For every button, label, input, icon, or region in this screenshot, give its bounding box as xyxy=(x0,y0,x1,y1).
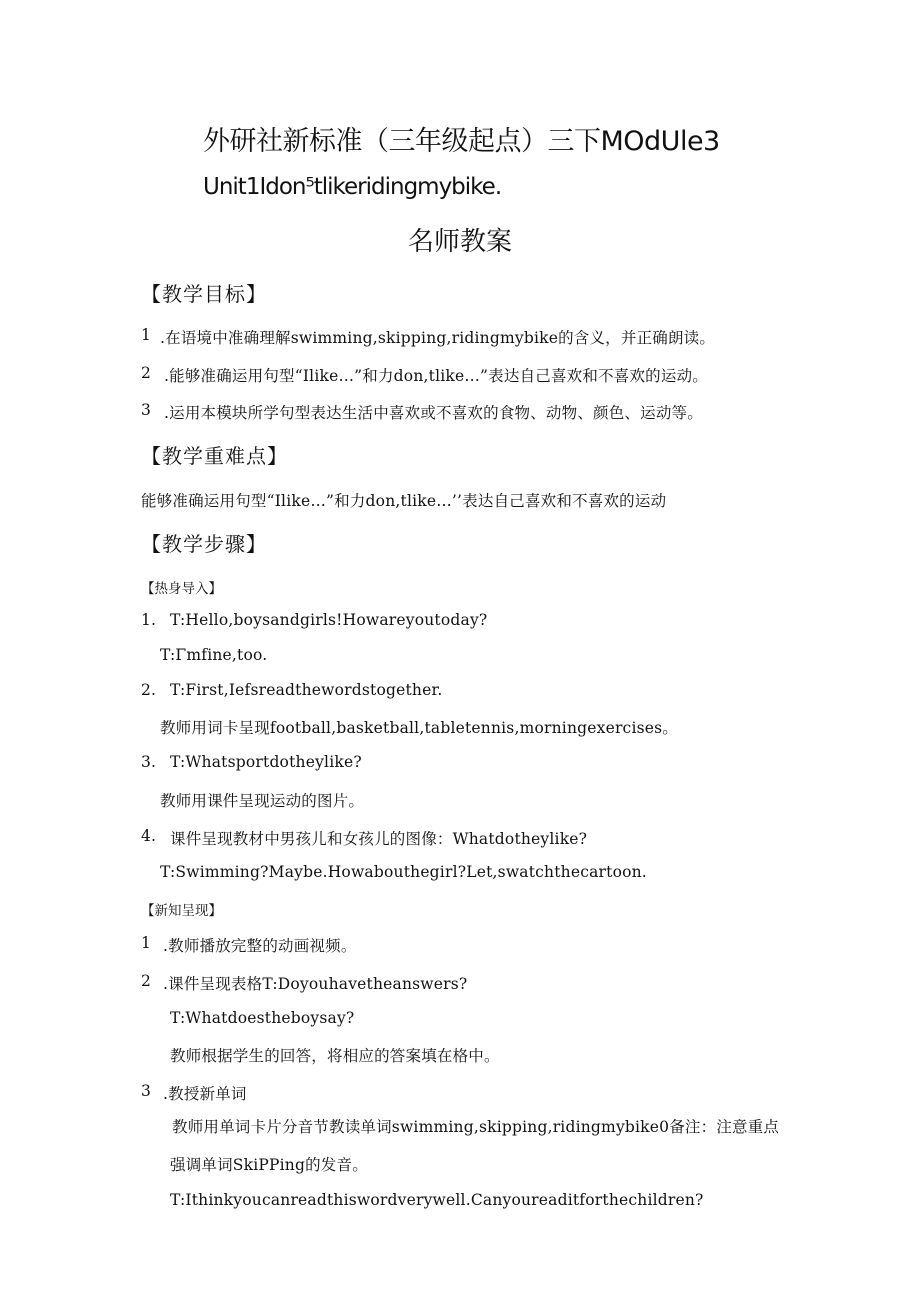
new-knowledge-num: 2 xyxy=(141,972,152,990)
new-knowledge-text: .课件呈现表格T:Doyouhavetheanswers? xyxy=(163,975,468,993)
doc-title: 外研社新标准（三年级起点）三下MOdUle3 xyxy=(203,126,720,157)
objective-num: 1 xyxy=(141,326,152,344)
new-knowledge-subline: 教师用单词卡片分音节教读单词swimming,skipping,ridingmybike0备注：注意重点 xyxy=(172,1118,780,1136)
warmup-text: T:Whatsportdotheylike? xyxy=(170,753,362,771)
objective-num: 3 xyxy=(141,401,152,419)
warmup-num: 2. xyxy=(141,681,157,699)
warmup-subline: T:Γmfine,too. xyxy=(160,646,268,664)
steps-heading: 【教学步骤】 xyxy=(141,532,267,556)
objective-text: .运用本模块所学句型表达生活中喜欢或不喜欢的食物、动物、颜色、运动等。 xyxy=(164,404,703,422)
warmup-subline: 教师用词卡呈现football,basketball,tabletennis,morningexercises。 xyxy=(160,719,678,737)
doc-type-heading: 名师教案 xyxy=(408,227,513,257)
new-knowledge-text: .教授新单词 xyxy=(163,1085,247,1103)
warmup-subline: T:Swimming?Maybe.Howabouthegirl?Let,swatchthecartoon. xyxy=(160,863,647,881)
new-knowledge-subline: 教师根据学生的回答，将相应的答案填在格中。 xyxy=(170,1047,500,1065)
objectives-heading: 【教学目标】 xyxy=(141,282,267,306)
new-knowledge-subline: T:Whatdoestheboysay? xyxy=(170,1009,355,1027)
objective-num: 2 xyxy=(141,364,152,382)
warmup-text: 课件呈现教材中男孩儿和女孩儿的图像：Whatdotheylike? xyxy=(170,830,588,848)
objective-text: .能够准确运用句型“Ilike…”和力don,tlike…”表达自己喜欢和不喜欢的运动。 xyxy=(164,367,708,385)
warmup-num: 1. xyxy=(141,611,157,629)
new-knowledge-text: .教师播放完整的动画视频。 xyxy=(163,937,357,955)
new-knowledge-heading: 【新知呈现】 xyxy=(141,903,222,919)
objective-text: .在语境中准确理解swimming,skipping,ridingmybike的含义，并正确朗读。 xyxy=(160,329,716,347)
doc-subtitle: Unit1Idon⁵tlikeridingmybike. xyxy=(203,174,502,200)
new-knowledge-subline: 强调单词SkiPPing的发音。 xyxy=(170,1156,368,1174)
new-knowledge-subline: T:Ithinkyoucanreadthiswordverywell.Canyoureaditforthechildren? xyxy=(170,1191,704,1209)
warmup-text: T:Hello,boysandgirls!Howareyoutoday? xyxy=(170,611,488,629)
warmup-heading: 【热身导入】 xyxy=(141,581,222,597)
key-points-text: 能够准确运用句型“Ilike…”和力don,tlike…’’表达自己喜欢和不喜欢的运动 xyxy=(141,492,667,510)
warmup-text: T:First,Iefsreadthewordstogether. xyxy=(170,681,443,699)
warmup-num: 4. xyxy=(141,827,157,845)
new-knowledge-num: 1 xyxy=(141,934,152,952)
new-knowledge-num: 3 xyxy=(141,1082,152,1100)
warmup-subline: 教师用课件呈现运动的图片。 xyxy=(160,792,365,810)
warmup-num: 3. xyxy=(141,753,157,771)
key-points-heading: 【教学重难点】 xyxy=(141,444,288,468)
